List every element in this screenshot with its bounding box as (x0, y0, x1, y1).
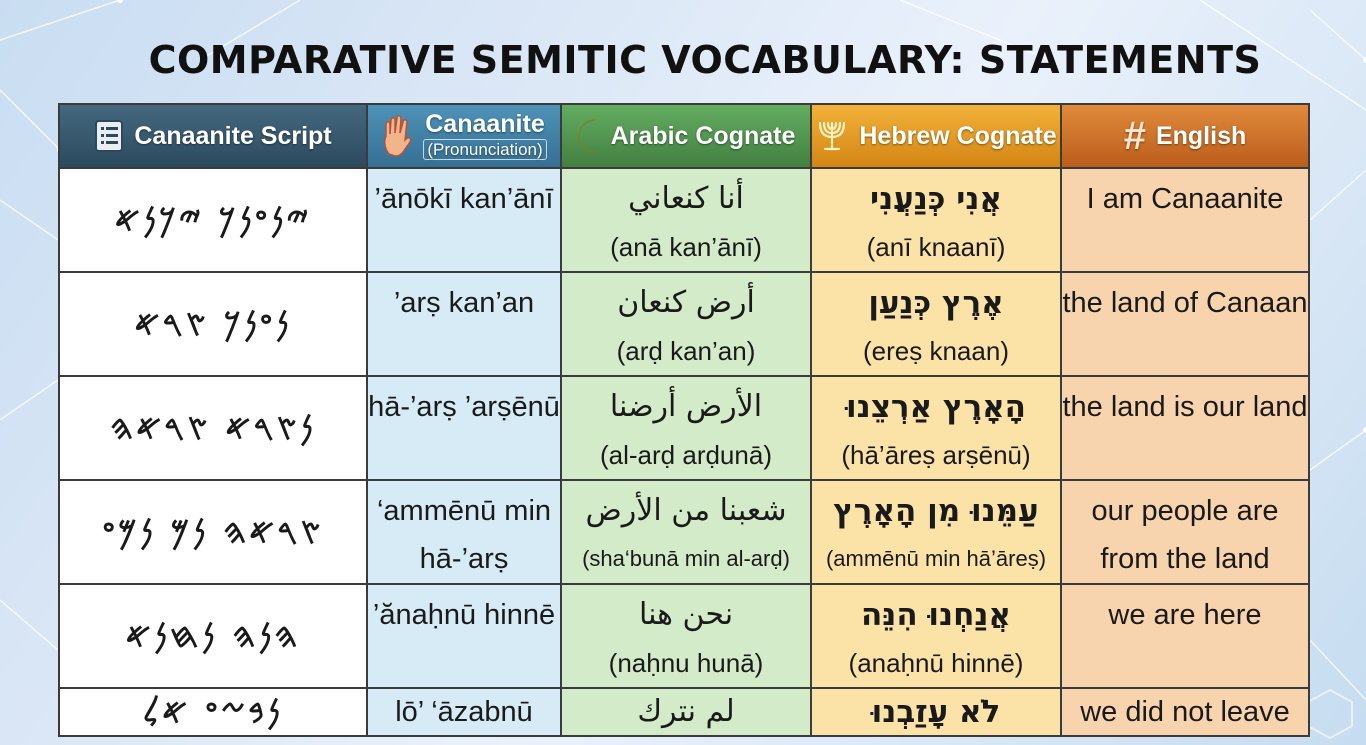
arabic-cell (561, 168, 811, 272)
hebrew-transliteration: (ereṣ knaan) (863, 336, 1009, 366)
hash-icon: # (1123, 113, 1146, 158)
vocabulary-table (58, 103, 1310, 737)
hebrew-transliteration: (anaḥnū hinnē) (848, 648, 1024, 678)
hebrew-text: אֲנַחְנוּ הִנֵּה (860, 597, 1012, 633)
header-arabic (561, 104, 811, 168)
arabic-transliteration: (anā kan’ānī) (610, 232, 762, 262)
hebrew-text: לֹא עָזַבְנוּ (871, 694, 1001, 730)
hebrew-cell (811, 584, 1061, 688)
canaanite-script-text: 𐤄𐤍𐤄 𐤍𐤇𐤍𐤀 (125, 616, 301, 656)
pronunciation-cell (367, 376, 561, 480)
pronunciation-cell (367, 272, 561, 376)
arabic-text: نحن هنا (638, 597, 734, 632)
english-cell (1061, 376, 1309, 480)
arabic-cell (561, 480, 811, 584)
english-text: we are here (1108, 599, 1262, 631)
arabic-transliteration: (sha‘bunā min al-arḍ) (582, 546, 790, 571)
pronunciation-text: hā-’arṣ ’arṣēnū (368, 391, 560, 423)
menorah-icon (815, 119, 849, 153)
header-pronunciation-label: Canaanite (425, 110, 545, 138)
arabic-text: الأرض أرضنا (609, 389, 763, 424)
english-cell (1061, 168, 1309, 272)
canaanite-script-text: 𐤍𐤏𐤍𐤊 𐤑𐤓𐤀 (134, 304, 292, 344)
arabic-cell (561, 272, 811, 376)
hebrew-cell (811, 168, 1061, 272)
pronunciation-text: ’arṣ kan’an (393, 287, 535, 319)
table-row (59, 168, 1309, 272)
hebrew-text: אֲנִי כְּנַעֲנִי (870, 181, 1002, 217)
hebrew-cell (811, 376, 1061, 480)
canaanite-script-text: 𐤍𐤑𐤓𐤀 𐤑𐤓𐤀𐤄 (110, 408, 316, 448)
hebrew-cell (811, 688, 1061, 736)
script-cell (59, 376, 367, 480)
pronunciation-cell (367, 688, 561, 736)
hebrew-text: אֶרֶץ כְּנַעַן (868, 285, 1004, 321)
hebrew-text: הָאָרֶץ אַרְצֵנוּ (846, 389, 1026, 425)
pronunciation-text: ‘ammēnū min hā-’arṣ (376, 495, 552, 575)
hand-icon (381, 114, 413, 158)
list-icon (94, 119, 124, 153)
english-text: the land is our land (1062, 391, 1308, 423)
pronunciation-cell (367, 480, 561, 584)
arabic-transliteration: (arḍ kan’an) (616, 336, 756, 366)
canaanite-script-text: 𐤍𐤁𐤆𐤏 𐤀𐤋 (143, 692, 283, 732)
english-cell (1061, 272, 1309, 376)
table-row (59, 584, 1309, 688)
pronunciation-cell (367, 584, 561, 688)
script-cell (59, 168, 367, 272)
arabic-cell (561, 584, 811, 688)
english-text: we did not leave (1080, 696, 1290, 728)
arabic-transliteration: (al-arḍ arḍunā) (600, 440, 772, 470)
table-row (59, 376, 1309, 480)
arabic-transliteration: (naḥnu hunā) (608, 648, 764, 678)
arabic-text: شعبنا من الأرض (585, 493, 787, 528)
english-text: I am Canaanite (1086, 183, 1284, 215)
english-cell (1061, 584, 1309, 688)
canaanite-script-text: 𐤉𐤍𐤏𐤍𐤊 𐤉𐤊𐤍𐤀 (114, 200, 312, 240)
header-hebrew-label: Hebrew Cognate (859, 121, 1057, 150)
pronunciation-text: lō’ ‘āzabnū (395, 696, 533, 728)
header-script-label: Canaanite Script (134, 121, 332, 150)
arabic-text: لم نترك (637, 694, 735, 729)
hebrew-text: עַמֵּנוּ מִן הָאָרֶץ (833, 493, 1039, 529)
hebrew-transliteration: (anī knaanī) (866, 232, 1006, 262)
script-cell (59, 688, 367, 736)
header-arabic-label: Arabic Cognate (610, 121, 796, 150)
english-text: our people are from the land (1091, 495, 1279, 575)
english-cell (1061, 480, 1309, 584)
header-english (1061, 104, 1309, 168)
table-row (59, 480, 1309, 584)
crescent-icon (577, 118, 601, 154)
header-pronunciation (367, 104, 561, 168)
header-pronunciation-sublabel: (Pronunciation) (423, 139, 546, 160)
header-english-label: English (1155, 121, 1247, 150)
english-cell (1061, 688, 1309, 736)
arabic-cell (561, 688, 811, 736)
pronunciation-text: ’ānōkī kan’ānī (374, 183, 554, 215)
hebrew-transliteration: (hā’āreṣ arṣēnū) (841, 440, 1031, 470)
page-title: COMPARATIVE SEMITIC VOCABULARY: STATEMENTS (148, 38, 1262, 82)
script-cell (59, 480, 367, 584)
table-row (59, 272, 1309, 376)
hebrew-cell (811, 272, 1061, 376)
arabic-cell (561, 376, 811, 480)
script-cell (59, 272, 367, 376)
header-hebrew (811, 104, 1061, 168)
hebrew-transliteration: (ammēnū min hā’āreṣ) (825, 546, 1047, 571)
script-cell (59, 584, 367, 688)
pronunciation-cell (367, 168, 561, 272)
canaanite-script-text: 𐤑𐤓𐤀𐤄 𐤍𐤌 𐤍𐤌𐤏 (102, 512, 324, 552)
hebrew-cell (811, 480, 1061, 584)
arabic-text: أرض كنعان (617, 285, 755, 320)
table-row (59, 688, 1309, 736)
arabic-text: أنا كنعاني (628, 181, 744, 216)
header-script (59, 104, 367, 168)
english-text: the land of Canaan (1062, 287, 1308, 319)
pronunciation-text: ’ănaḥnū hinnē (372, 599, 556, 631)
header-row (59, 104, 1309, 168)
